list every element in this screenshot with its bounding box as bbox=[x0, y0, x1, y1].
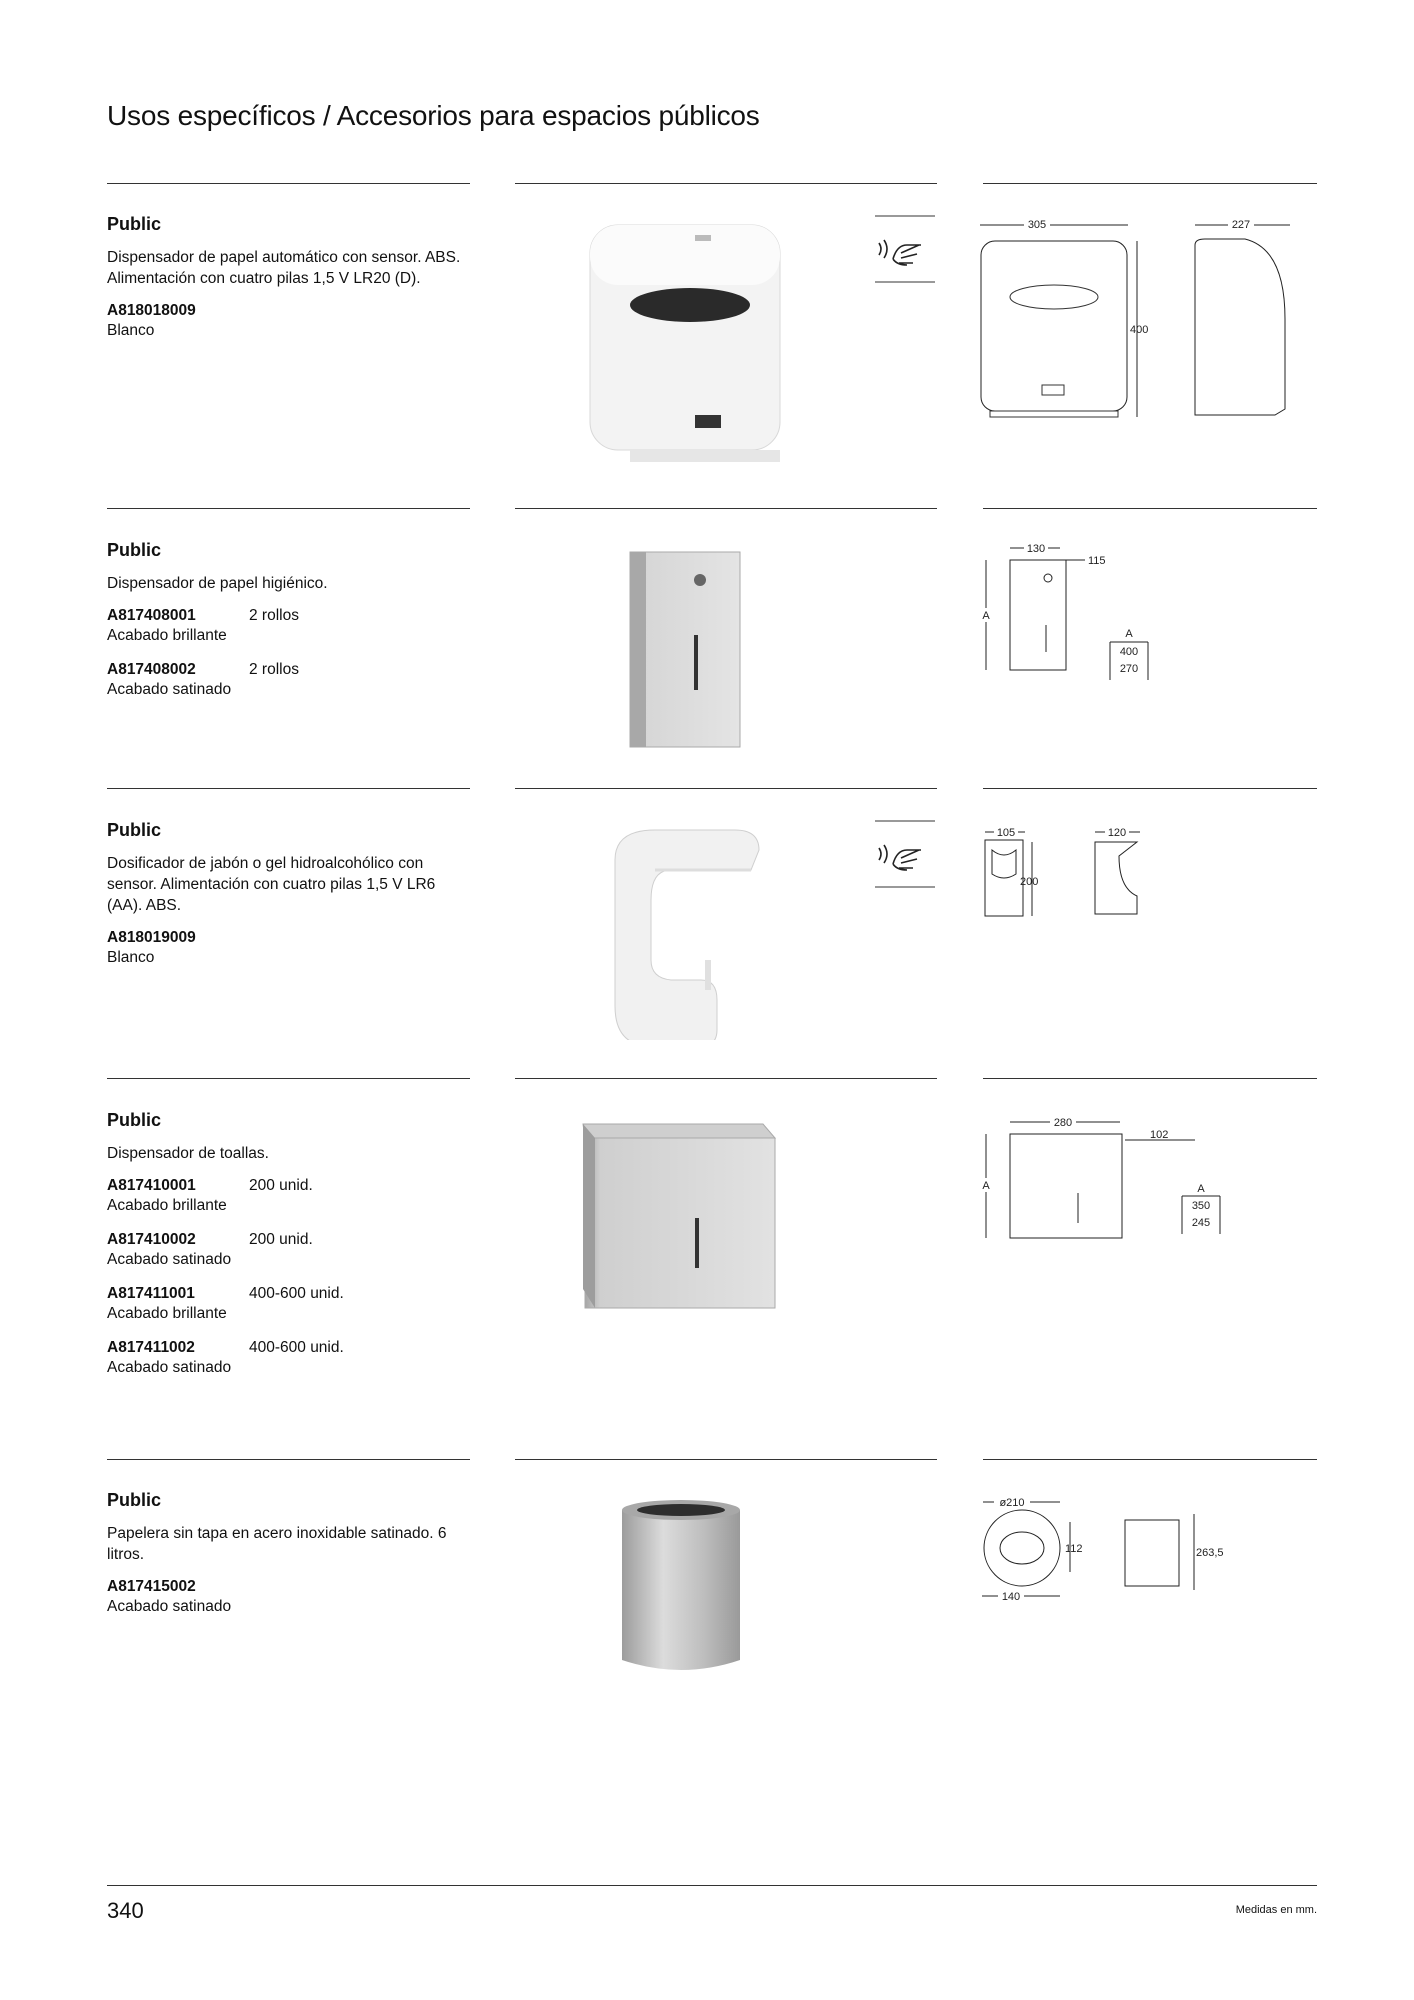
product-info bbox=[107, 820, 467, 982]
divider bbox=[983, 1078, 1317, 1079]
sensor-hand-icon bbox=[875, 215, 935, 283]
dim-height: 200 bbox=[1020, 876, 1039, 888]
product-info bbox=[107, 214, 467, 355]
dim-height-label: A bbox=[982, 1180, 990, 1192]
product-description: Dispensador de papel automático con sensor. ABS. Alimentación con cuatro pilas 1,5 V LR20 (D). bbox=[107, 249, 461, 287]
dim-height: 263,5 bbox=[1196, 1547, 1224, 1559]
product-finish: Acabado satinado bbox=[107, 681, 232, 698]
dim-table-value: 245 bbox=[1191, 1217, 1211, 1229]
brand-name: Public bbox=[107, 540, 162, 560]
product-finish: Acabado brillante bbox=[107, 1305, 227, 1322]
dim-width: 105 bbox=[996, 827, 1016, 839]
divider bbox=[107, 508, 470, 509]
dim-width: 280 bbox=[1053, 1117, 1073, 1129]
product-quantity: 200 unid. bbox=[249, 1231, 313, 1248]
dimension-drawing bbox=[980, 540, 1320, 680]
product-quantity: 400-600 unid. bbox=[249, 1285, 344, 1302]
product-quantity: 2 rollos bbox=[249, 607, 299, 624]
brand-name: Public bbox=[107, 1490, 162, 1510]
product-quantity: 400-600 unid. bbox=[249, 1339, 344, 1356]
divider bbox=[107, 788, 470, 789]
product-finish: Acabado satinado bbox=[107, 1251, 232, 1268]
footer-divider bbox=[107, 1885, 1317, 1886]
divider bbox=[983, 183, 1317, 184]
product-finish: Acabado brillante bbox=[107, 1197, 227, 1214]
brand-name: Public bbox=[107, 1110, 162, 1130]
product-code: A817410002 bbox=[107, 1231, 196, 1248]
dim-height-label: A bbox=[982, 610, 990, 622]
product-info bbox=[107, 1110, 467, 1392]
product-description: Papelera sin tapa en acero inoxidable satinado. 6 litros. bbox=[107, 1525, 447, 1563]
dim-table-value: 270 bbox=[1119, 663, 1139, 675]
dim-diameter: ø210 bbox=[999, 1497, 1025, 1509]
product-finish: Blanco bbox=[107, 322, 155, 339]
divider bbox=[515, 1078, 937, 1079]
paper-dispenser-photo bbox=[515, 205, 855, 475]
dim-table-header: A bbox=[1125, 628, 1133, 640]
product-info bbox=[107, 1490, 467, 1631]
soap-dispenser-photo bbox=[515, 810, 855, 1040]
footnote: Medidas en mm. bbox=[1235, 1904, 1317, 1916]
divider bbox=[107, 1078, 470, 1079]
brand-name: Public bbox=[107, 214, 162, 234]
product-code: A818019009 bbox=[107, 929, 196, 946]
dim-bottom: 140 bbox=[1001, 1591, 1021, 1603]
dim-depth: 227 bbox=[1231, 219, 1251, 231]
dim-depth: 115 bbox=[1088, 555, 1106, 567]
dim-table-header: A bbox=[1197, 1183, 1205, 1195]
dim-depth: 102 bbox=[1150, 1129, 1169, 1141]
product-finish: Acabado brillante bbox=[107, 627, 227, 644]
product-code: A817415002 bbox=[107, 1578, 196, 1595]
product-finish: Blanco bbox=[107, 949, 155, 966]
divider bbox=[515, 183, 937, 184]
variant bbox=[107, 928, 467, 968]
brand-name: Public bbox=[107, 820, 162, 840]
dimension-drawing bbox=[980, 1490, 1320, 1620]
dim-depth: 120 bbox=[1107, 827, 1127, 839]
divider bbox=[107, 183, 470, 184]
variant bbox=[107, 606, 467, 646]
product-code: A817408002 bbox=[107, 661, 196, 678]
product-description: Dosificador de jabón o gel hidroalcohólico con sensor. Alimentación con cuatro pilas 1,5 V LR6 (AA). ABS. bbox=[107, 855, 436, 914]
dimension-drawing bbox=[980, 205, 1320, 435]
product-finish: Acabado satinado bbox=[107, 1359, 232, 1376]
product-description: Dispensador de papel higiénico. bbox=[107, 575, 328, 592]
dim-table-value: 400 bbox=[1119, 646, 1139, 658]
towel-dispenser-photo bbox=[515, 1110, 855, 1335]
toilet-paper-dispenser-photo bbox=[515, 540, 855, 750]
divider bbox=[515, 1459, 937, 1460]
divider bbox=[983, 1459, 1317, 1460]
product-finish: Acabado satinado bbox=[107, 1598, 232, 1615]
dim-inner: 112 bbox=[1065, 1543, 1083, 1555]
divider bbox=[515, 508, 937, 509]
product-code: A817411002 bbox=[107, 1339, 195, 1356]
dim-width: 305 bbox=[1027, 219, 1047, 231]
variant bbox=[107, 1338, 467, 1378]
product-code: A817411001 bbox=[107, 1285, 195, 1302]
dim-height: 400 bbox=[1130, 324, 1149, 336]
dim-table-value: 350 bbox=[1191, 1200, 1211, 1212]
dim-width: 130 bbox=[1026, 543, 1046, 555]
waste-bin-photo bbox=[515, 1490, 855, 1690]
variant bbox=[107, 1577, 467, 1617]
product-quantity: 200 unid. bbox=[249, 1177, 313, 1194]
variant bbox=[107, 301, 467, 341]
product-code: A817408001 bbox=[107, 607, 196, 624]
product-description: Dispensador de toallas. bbox=[107, 1145, 269, 1162]
divider bbox=[515, 788, 937, 789]
divider bbox=[983, 788, 1317, 789]
variant bbox=[107, 660, 467, 700]
variant bbox=[107, 1284, 467, 1324]
page-number: 340 bbox=[107, 1898, 144, 1923]
product-code: A818018009 bbox=[107, 302, 196, 319]
product-quantity: 2 rollos bbox=[249, 661, 299, 678]
variant bbox=[107, 1230, 467, 1270]
divider bbox=[107, 1459, 470, 1460]
sensor-hand-icon bbox=[875, 820, 935, 888]
product-info bbox=[107, 540, 467, 714]
page-title: Usos específicos / Accesorios para espacios públicos bbox=[107, 100, 760, 131]
dimension-drawing bbox=[980, 1108, 1320, 1248]
divider bbox=[983, 508, 1317, 509]
variant bbox=[107, 1176, 467, 1216]
product-code: A817410001 bbox=[107, 1177, 196, 1194]
dimension-drawing bbox=[980, 820, 1320, 950]
